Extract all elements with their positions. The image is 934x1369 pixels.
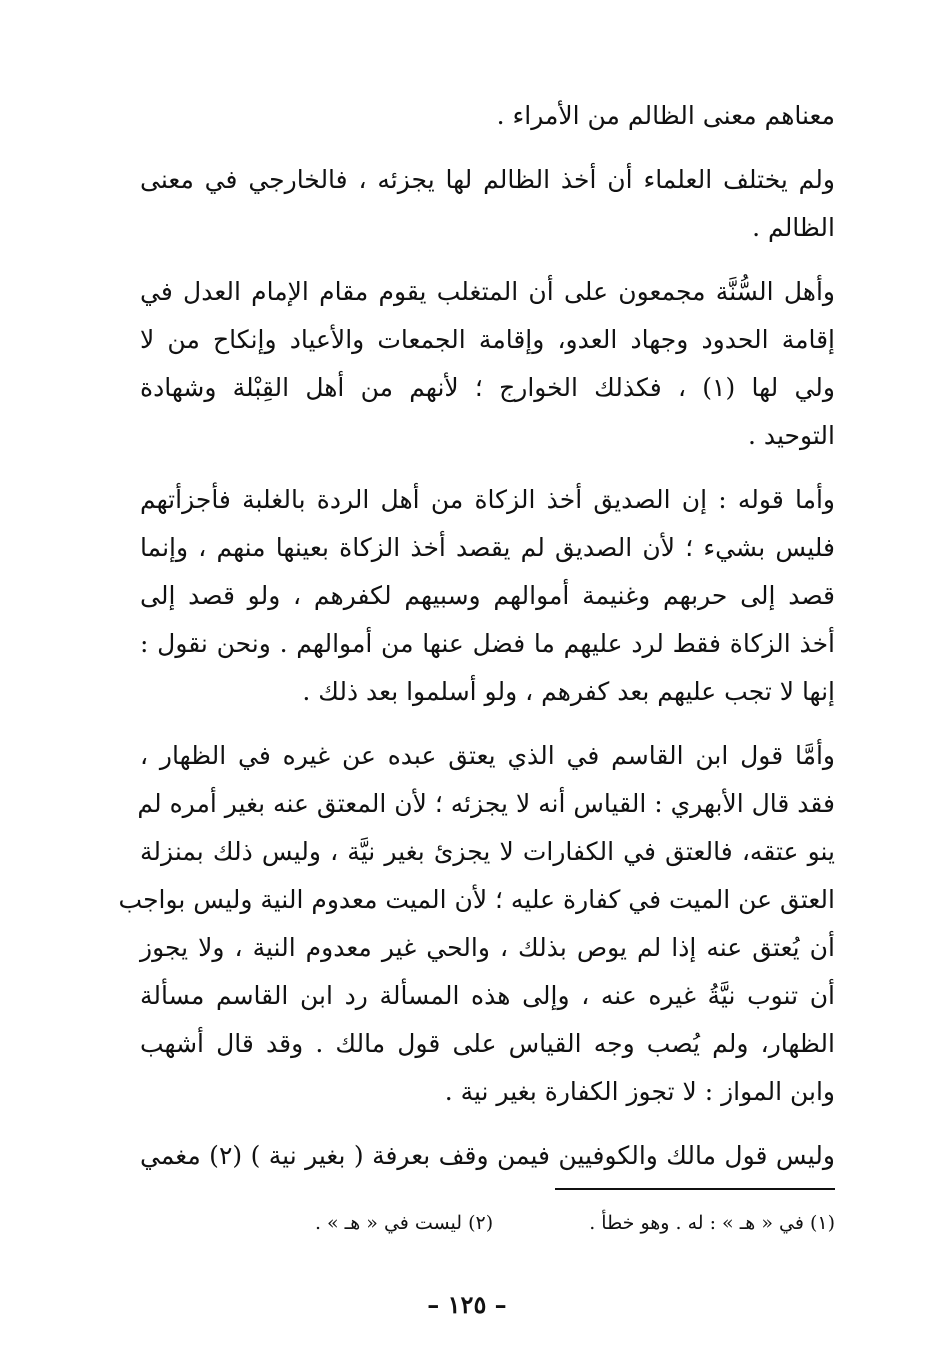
page-body [118,92,835,1196]
text-line: أخذ الزكاة فقط لرد عليهم ما فضل عنها من أموالهم . ونحن نقول : [140,629,835,658]
paragraph-6 [140,1132,835,1180]
text-line: وأهل السُّنَّة مجمعون على أن المتغلب يقوم مقام الإمام العدل في [140,277,835,306]
footnote-divider [555,1188,835,1190]
paragraph-5 [118,732,835,1116]
text-line: إقامة الحدود وجهاد العدو، وإقامة الجمعات والأعياد وإنكاح من لا [140,325,835,354]
text-line: وابن المواز : لا تجوز الكفارة بغير نية . [444,1077,835,1106]
text-line: أن يُعتق عنه إذا لم يوص بذلك ، والحي غير معدوم النية ، ولا يجوز [140,933,835,962]
paragraph-1 [140,92,835,140]
paragraph-3 [140,268,835,460]
footnote-1: (١) في « هـ » : له . وهو خطأ . [589,1212,835,1234]
text-line: وأمَّا قول ابن القاسم في الذي يعتق عبده عن غيره في الظهار ، [140,741,835,770]
text-line: التوحيد . [747,421,835,450]
text-line: فقد قال الأبهري : القياس أنه لا يجزئه ؛ لأن المعتق عنه بغير أمره لم [137,789,835,818]
paragraph-4 [140,476,835,716]
text-line: معناهم معنى الظالم من الأمراء . [496,101,835,130]
text-line: ولم يختلف العلماء أن أخذ الظالم لها يجزئه ، فالخارجي في معنى [140,165,835,194]
text-line: الظالم . [752,213,835,242]
text-line: الظهار، ولم يُصب وجه القياس على قول مالك . وقد قال أشهب [140,1029,835,1058]
text-line: وأما قوله : إن الصديق أخذ الزكاة من أهل الردة بالغلبة فأجزأتهم [140,485,835,514]
footnote-2: (٢) ليست في « هـ » . [314,1212,494,1234]
text-line: فليس بشيء ؛ لأن الصديق لم يقصد أخذ الزكاة بعينها منهم ، وإنما [140,533,835,562]
text-line: أن تنوب نيَّةُ غيره عنه ، وإلى هذه المسألة رد ابن القاسم مسألة [140,981,835,1010]
text-line: قصد إلى حربهم وغنيمة أموالهم وسبيهم لكفرهم ، ولو قصد إلى [140,581,835,610]
text-line: وليس قول مالك والكوفيين فيمن وقف بعرفة ( بغير نية ) (٢) مغمي [140,1141,835,1170]
text-line: إنها لا تجب عليهم بعد كفرهم ، ولو أسلموا بعد ذلك . [302,677,835,706]
text-line: العتق عن الميت في كفارة عليه ؛ لأن الميت معدوم النية وليس بواجب [118,885,835,914]
text-line: ينو عتقه، فالعتق في الكفارات لا يجزئ بغير نيَّة ، وليس ذلك بمنزلة [140,837,835,866]
paragraph-2 [140,156,835,252]
page-number: – ١٢٥ – [427,1290,507,1319]
text-line: ولي لها (١) ، فكذلك الخوارج ؛ لأنهم من أهل القِبْلة وشهادة [140,373,835,402]
footnotes [235,1208,835,1238]
